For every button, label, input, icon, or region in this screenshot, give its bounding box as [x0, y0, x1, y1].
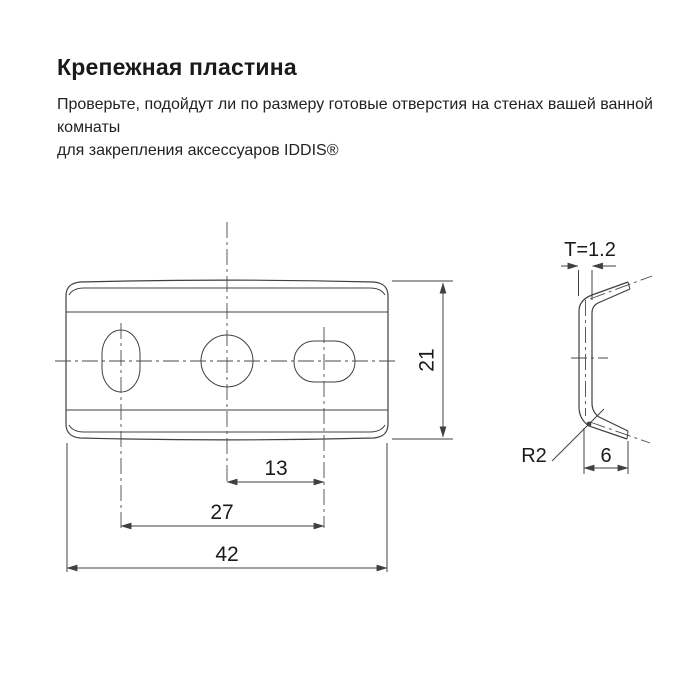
- dim-outer-holes-27: [121, 501, 324, 526]
- front-view: [55, 222, 453, 572]
- r2-leader-line: [552, 409, 604, 461]
- description-line-2: для закрепления аксессуаров IDDIS®: [57, 142, 339, 159]
- profile-inner-surface: [592, 289, 630, 431]
- description-line-1: Проверьте, подойдут ли по размеру готовые отверстия на стенах вашей ванной комнаты: [57, 96, 653, 136]
- dim-label-thickness: T=1.2: [564, 239, 616, 261]
- side-view: [521, 239, 652, 474]
- dim-label-r2: R2: [521, 445, 547, 467]
- dim-label-42: 42: [215, 543, 239, 566]
- profile-bottom-flange-centerline: [590, 422, 650, 443]
- dim-overall-width-42: [67, 543, 387, 568]
- dim-center-to-right-13: [227, 457, 324, 482]
- dim-label-13: 13: [264, 457, 288, 480]
- profile-top-tip-cap: [628, 282, 630, 289]
- r2-leader-dot: [587, 422, 592, 427]
- right-slot-hole: [294, 341, 355, 382]
- page-title: Крепежная пластина: [57, 54, 297, 80]
- dim-label-21: 21: [415, 348, 439, 372]
- dim-bend-radius-r2: [521, 409, 604, 467]
- profile-top-flange-centerline: [590, 276, 652, 299]
- dim-height-21: [416, 283, 443, 437]
- profile-outer-surface: [579, 282, 628, 439]
- dim-flange-depth-6: [584, 428, 628, 474]
- dim-thickness-t12: [561, 239, 616, 300]
- dim-label-27: 27: [210, 501, 234, 524]
- dim-label-6: 6: [600, 445, 612, 467]
